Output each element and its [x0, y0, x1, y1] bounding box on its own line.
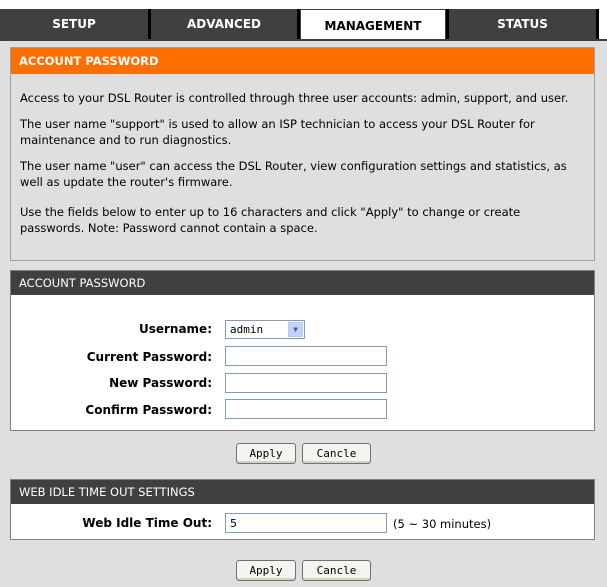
tab-setup[interactable]: SETUP	[0, 9, 148, 39]
info-paragraph: The user name "user" can access the DSL Router, view configuration settings and statistics, as well as update the router's firmware.	[20, 159, 567, 189]
info-paragraph: The user name "support" is used to allow an ISP technician to access your DSL Router for maintenance and to run diagnostics.	[20, 117, 535, 147]
cancel-button[interactable]: Cancle	[302, 560, 371, 581]
tab-advanced[interactable]: ADVANCED	[151, 9, 297, 39]
top-navigation	[0, 0, 607, 41]
panel-title: WEB IDLE TIME OUT SETTINGS	[11, 480, 594, 504]
panel-title: ACCOUNT PASSWORD	[11, 271, 594, 295]
web-idle-timeout-panel	[10, 479, 595, 540]
username-label: Username:	[138, 322, 212, 336]
current-password-label: Current Password:	[86, 350, 212, 364]
apply-button[interactable]: Apply	[236, 443, 296, 464]
tab-rail	[0, 39, 607, 41]
username-value: admin	[230, 323, 264, 336]
idle-timeout-hint: (5 ~ 30 minutes)	[393, 517, 492, 531]
tab-divider	[596, 9, 599, 39]
cancel-button[interactable]: Cancle	[302, 443, 371, 464]
new-password-field[interactable]	[225, 373, 387, 393]
idle-timeout-label: Web Idle Time Out:	[82, 516, 212, 530]
idle-timeout-field[interactable]	[225, 513, 387, 533]
tab-bar	[0, 9, 607, 39]
tab-management[interactable]: MANAGEMENT	[300, 9, 446, 41]
tab-status[interactable]: STATUS	[449, 9, 596, 39]
chevron-down-icon[interactable]: ▼	[288, 322, 303, 337]
info-paragraph: Access to your DSL Router is controlled through three user accounts: admin, support, and user.	[20, 91, 569, 105]
username-select[interactable]	[225, 320, 305, 339]
info-title: ACCOUNT PASSWORD	[11, 48, 594, 74]
account-password-panel	[10, 270, 595, 431]
apply-button[interactable]: Apply	[236, 560, 296, 581]
current-password-field[interactable]	[225, 346, 387, 366]
new-password-label: New Password:	[109, 376, 212, 390]
info-box	[10, 47, 595, 261]
confirm-password-label: Confirm Password:	[85, 403, 212, 417]
info-paragraph: Use the fields below to enter up to 16 characters and click "Apply" to change or create passwords. Note: Password cannot contain a space.	[20, 205, 521, 235]
confirm-password-field[interactable]	[225, 399, 387, 419]
